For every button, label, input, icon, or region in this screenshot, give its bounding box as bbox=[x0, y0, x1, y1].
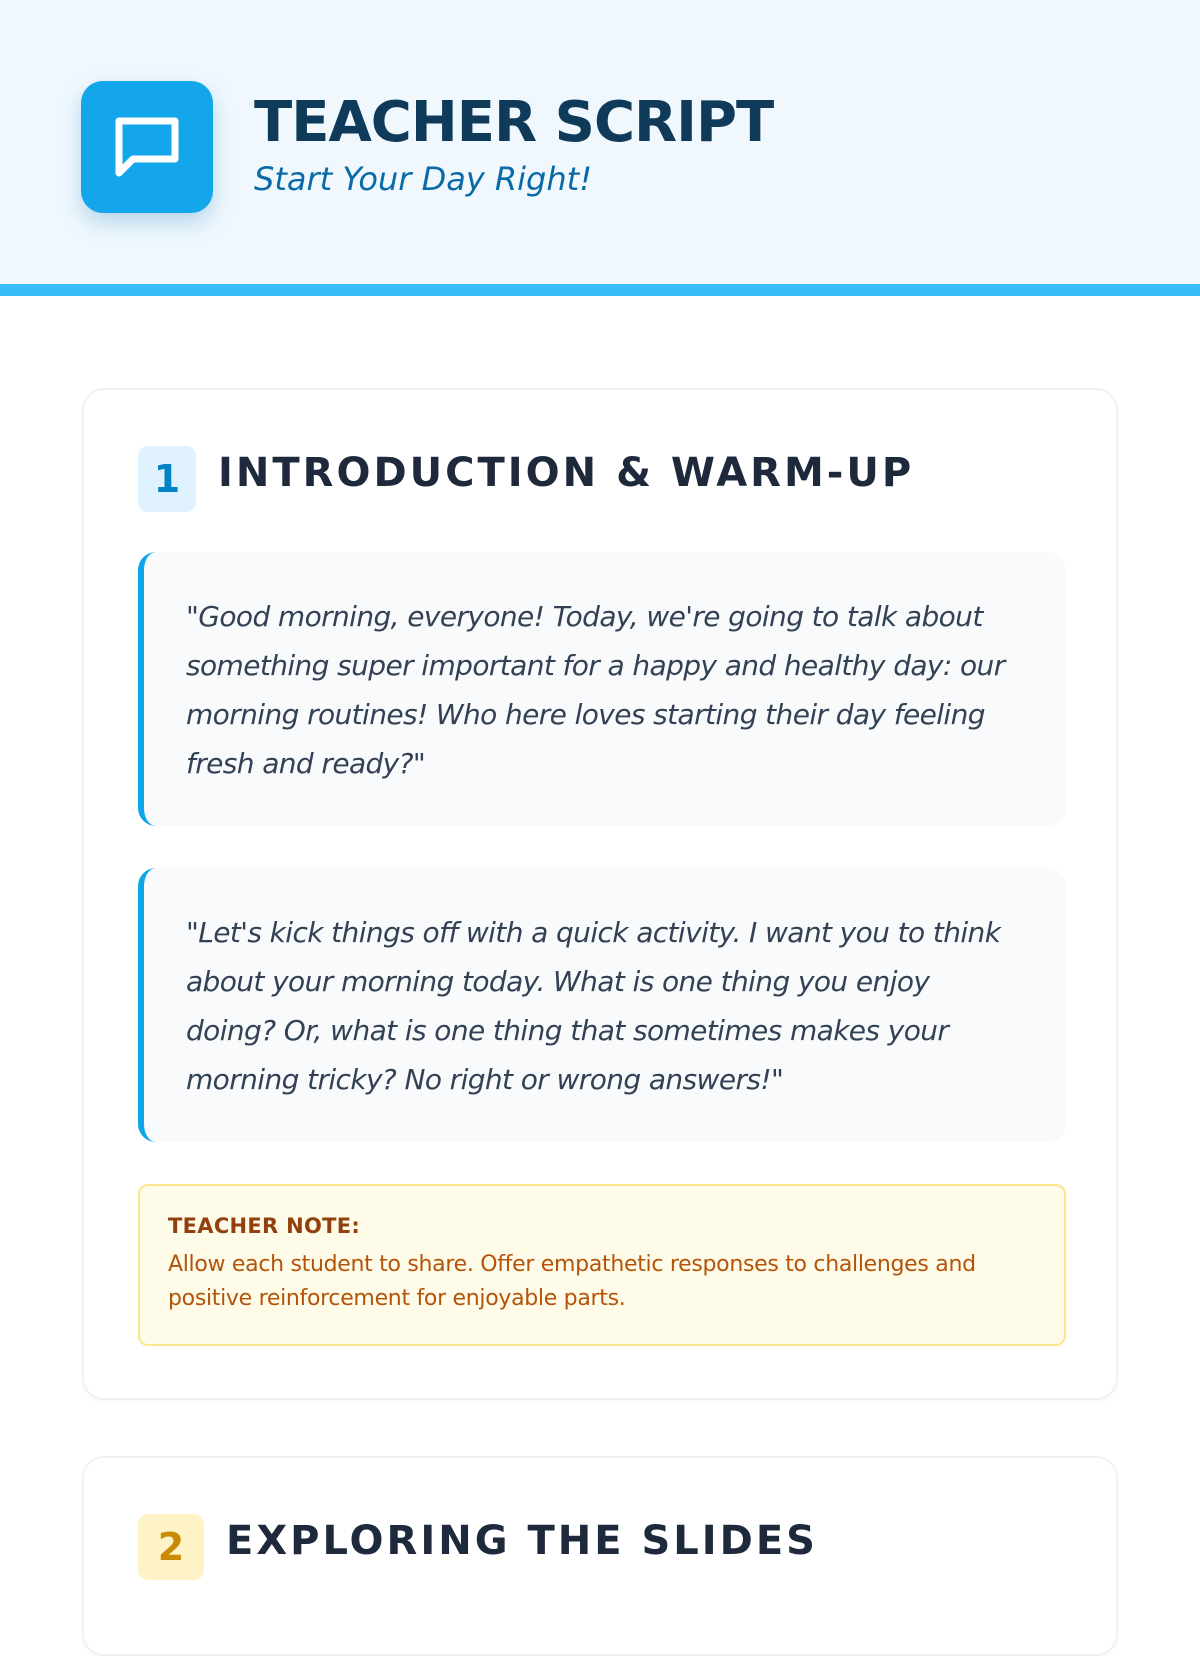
step-number-badge: 2 bbox=[138, 1514, 204, 1580]
teacher-note-label: TEACHER NOTE: bbox=[168, 1214, 361, 1238]
teacher-note-text: Allow each student to share. Offer empathetic responses to challenges and positive reinforcement for enjoyable parts. bbox=[168, 1252, 976, 1311]
section-card-introduction bbox=[82, 388, 1118, 1400]
script-quote: "Let's kick things off with a quick activity. I want you to think about your morning today. What is one thing you enjoy doing? Or, what is one thing that sometimes makes your morning tricky? No right or wrong answers!" bbox=[138, 868, 1066, 1142]
page-title: TEACHER SCRIPT bbox=[254, 90, 774, 155]
section-title: INTRODUCTION & WARM-UP bbox=[218, 450, 915, 496]
page-subtitle: Start Your Day Right! bbox=[254, 160, 593, 198]
teacher-note bbox=[138, 1184, 1066, 1346]
speech-bubble-icon bbox=[81, 81, 213, 213]
script-quote: "Good morning, everyone! Today, we're going to talk about something super important for a happy and healthy day: our morning routines! Who here loves starting their day feeling fresh and ready?" bbox=[138, 552, 1066, 826]
step-number-badge: 1 bbox=[138, 446, 196, 512]
section-title: EXPLORING THE SLIDES bbox=[226, 1518, 818, 1564]
section-card-exploring-slides bbox=[82, 1456, 1118, 1656]
page-header bbox=[0, 0, 1200, 296]
